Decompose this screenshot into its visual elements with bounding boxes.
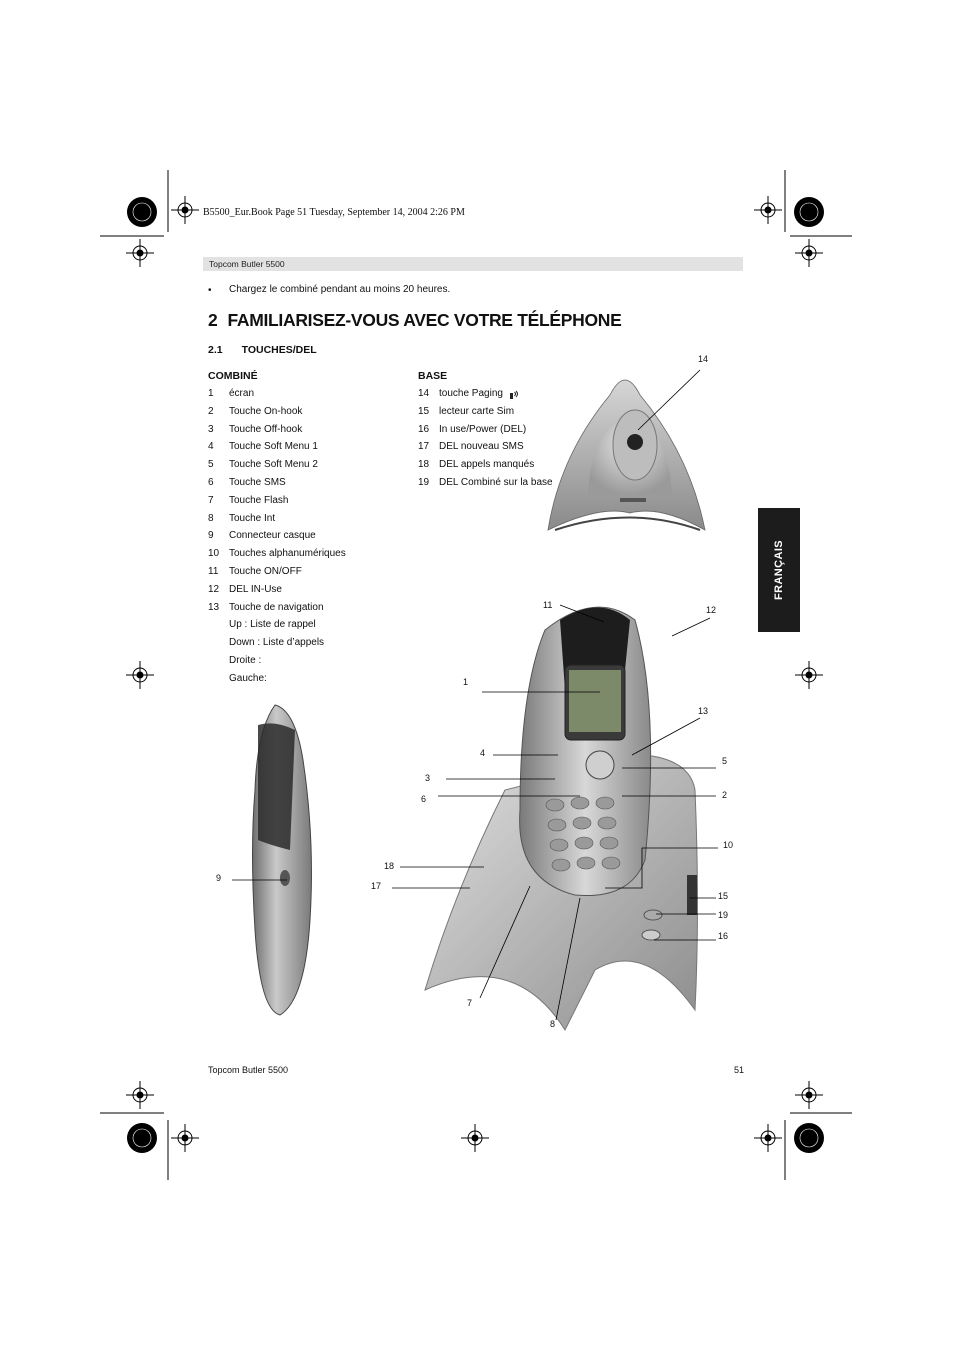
list-item-label: Touche ON/OFF (229, 565, 302, 577)
callout-number: 5 (722, 756, 728, 766)
list-item-number: 19 (418, 476, 430, 488)
list-item-number: 6 (208, 476, 214, 488)
list-item-number: 4 (208, 441, 214, 453)
callout-number: 19 (718, 910, 729, 920)
list-item-number: 2 (208, 405, 214, 417)
list-item-number: 18 (418, 459, 430, 471)
navigation-sub-item: Up : Liste de rappel (229, 619, 316, 631)
list-item-number: 8 (208, 512, 214, 524)
list-item-number: 5 (208, 459, 214, 471)
callout-number: 10 (723, 840, 734, 850)
list-item-number: 12 (208, 583, 220, 595)
callout-number: 18 (384, 861, 395, 871)
registration-header: B5500_Eur.Book Page 51 Tuesday, September 14, 2004 2:26 PM (203, 207, 465, 218)
list-item-label: Touche Soft Menu 2 (229, 459, 318, 471)
list-item-label: Touche On-hook (229, 405, 303, 417)
language-tab (758, 508, 800, 632)
callout-number: 9 (216, 873, 222, 883)
callout-number: 4 (480, 748, 486, 758)
navigation-sub-item: Droite : (229, 654, 262, 666)
list-item-number: 14 (418, 388, 430, 399)
combine-heading: COMBINÉ (208, 370, 258, 382)
section-title-text: FAMILIARISEZ-VOUS AVEC VOTRE TÉLÉPHONE (227, 310, 622, 330)
list-item-number: 15 (418, 405, 430, 417)
list-item-label: Connecteur casque (229, 530, 316, 542)
callout-number: 8 (550, 1019, 556, 1029)
bullet-text: Chargez le combiné pendant au moins 20 heures. (229, 284, 451, 295)
subsection-title-text: TOUCHES/DEL (241, 344, 317, 356)
list-item-label: Touche de navigation (229, 601, 324, 613)
list-item-label: lecteur carte Sim (439, 405, 515, 417)
list-item-number: 17 (418, 441, 430, 453)
bullet-icon: • (208, 285, 212, 296)
callout-number: 1 (463, 677, 469, 687)
list-item-label: DEL Combiné sur la base (439, 476, 553, 488)
list-item-label: Touche Soft Menu 1 (229, 441, 318, 453)
list-item-number: 16 (418, 423, 430, 435)
list-item-number: 11 (208, 565, 219, 577)
list-item-number: 3 (208, 423, 214, 435)
callout-number: 3 (425, 773, 431, 783)
list-item-number: 7 (208, 494, 214, 506)
callout-number: 17 (371, 881, 382, 891)
base-heading: BASE (418, 370, 448, 382)
callout-number: 14 (698, 354, 709, 364)
list-item-number: 10 (208, 548, 220, 560)
list-item-label: Touche Int (229, 512, 276, 524)
list-item-label: In use/Power (DEL) (439, 423, 527, 435)
callout-number: 11 (543, 600, 553, 610)
callout-number: 6 (421, 794, 427, 804)
callout-number: 7 (467, 998, 473, 1008)
page-number: 51 (734, 1065, 745, 1075)
callout-number: 15 (718, 891, 729, 901)
callout-number: 13 (698, 706, 709, 716)
list-item-label: Touche Off-hook (229, 423, 303, 435)
footer-title: Topcom Butler 5500 (208, 1065, 289, 1075)
navigation-sub-item: Gauche: (229, 672, 267, 684)
list-item-label: DEL appels manqués (439, 459, 535, 471)
callout-number: 16 (718, 931, 729, 941)
list-item-number: 13 (208, 601, 220, 613)
list-item-label: écran (229, 388, 255, 399)
subsection-number: 2.1 (208, 344, 223, 356)
list-item-label: Touches alphanumériques (229, 548, 346, 560)
list-item-label: touche Paging (439, 388, 503, 399)
section-number: 2 (208, 310, 218, 330)
list-item-number: 9 (208, 530, 214, 542)
callout-number: 2 (722, 790, 728, 800)
callout-number: 12 (706, 605, 717, 615)
list-item-label: DEL nouveau SMS (439, 441, 524, 453)
list-item-label: Touche Flash (229, 494, 289, 506)
list-item-label: Touche SMS (229, 476, 286, 488)
list-item-number: 1 (208, 388, 214, 399)
language-tab-label: FRANÇAIS (773, 539, 785, 601)
running-header-text: Topcom Butler 5500 (209, 259, 285, 269)
navigation-sub-item: Down : Liste d’appels (229, 637, 325, 649)
list-item-label: DEL IN-Use (229, 583, 282, 595)
